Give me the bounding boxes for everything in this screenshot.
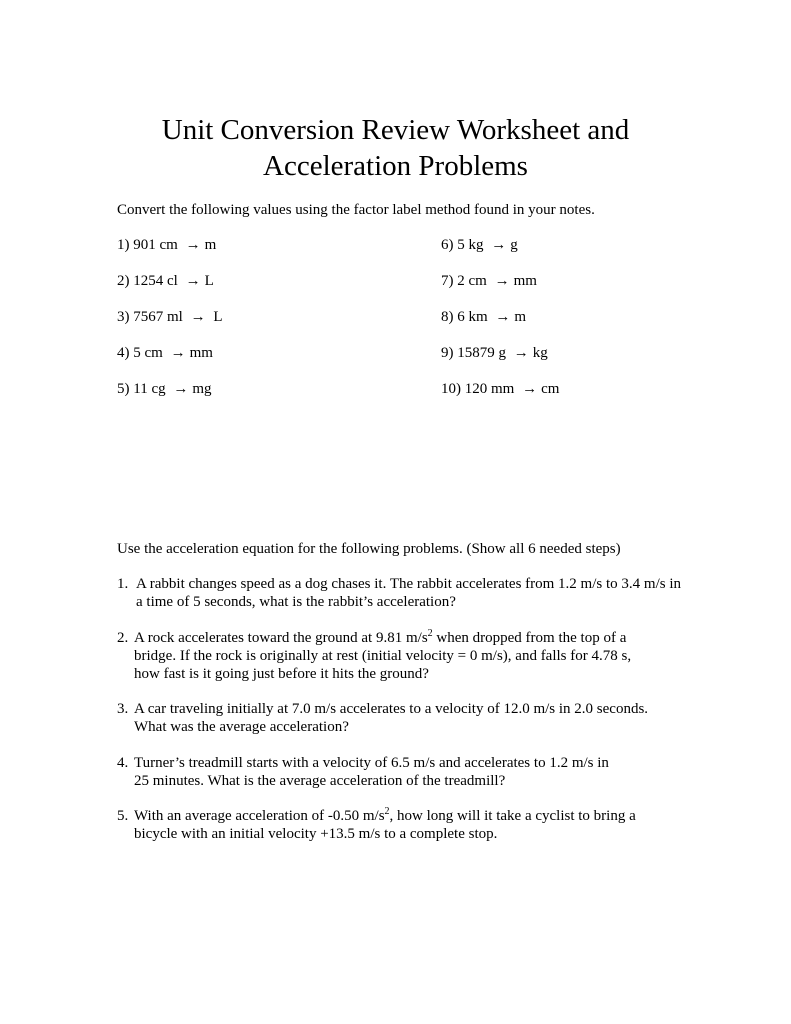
- conversion-number: 6): [441, 237, 454, 253]
- arrow-right-icon: →: [170, 345, 186, 361]
- conversion-from: 5 kg: [457, 237, 484, 253]
- conversion-item-9: [441, 344, 548, 362]
- conversion-item-7: [441, 272, 537, 290]
- arrow-right-icon: →: [173, 381, 189, 397]
- conversion-from: 2 cm: [457, 273, 487, 289]
- arrow-right-icon: →: [185, 237, 201, 253]
- title-line-1: Unit Conversion Review Worksheet and: [161, 114, 630, 146]
- arrow-right-icon: →: [513, 345, 529, 361]
- acceleration-problem-1: [117, 575, 717, 611]
- conversion-number: 4): [117, 345, 130, 361]
- title-line-2: Acceleration Problems: [263, 150, 528, 182]
- conversion-to: mg: [192, 381, 212, 397]
- conversion-to: g: [510, 237, 518, 253]
- problem-text-part-1: A rock accelerates toward the ground at 9.81 m/s: [134, 630, 428, 646]
- conversion-to: L: [204, 273, 214, 289]
- conversion-number: 3): [117, 309, 130, 325]
- problem-number: 2.: [117, 630, 129, 646]
- problem-number: 1.: [117, 576, 129, 592]
- problem-text-part-1: With an average acceleration of -0.50 m/s: [134, 808, 385, 824]
- conversion-item-3: [117, 308, 223, 326]
- conversion-item-8: [441, 308, 526, 326]
- conversion-from: 901 cm: [133, 237, 178, 253]
- conversion-to: m: [204, 237, 217, 253]
- acceleration-problem-2: [117, 629, 717, 683]
- superscript-exponent: 2: [384, 806, 390, 817]
- problem-number: 3.: [117, 701, 129, 717]
- problem-text: Turner’s treadmill starts with a velocity of 6.5 m/s and accelerates to 1.2 m/s in 25 minutes. What is the average acceleration of the treadmill?: [134, 755, 609, 789]
- page-title: [0, 112, 791, 184]
- acceleration-instructions: Use the acceleration equation for the following problems. (Show all 6 needed steps): [117, 541, 621, 557]
- problem-text-part-2: , how long will it take a cyclist to bring a bicycle with an initial velocity +13.5 m/s to a complete stop.: [134, 808, 636, 842]
- problem-number: 4.: [117, 755, 129, 771]
- conversion-to: mm: [189, 345, 213, 361]
- conversion-to: L: [209, 309, 223, 325]
- conversion-number: 9): [441, 345, 454, 361]
- conversion-from: 6 km: [457, 309, 488, 325]
- problem-text-part-2: when dropped from the top of a bridge. If the rock is originally at rest (initial velocity = 0 m/s), and falls for 4.78 s, how fast is it going just before it hits the ground?: [134, 630, 632, 682]
- conversion-from: 11 cg: [133, 381, 166, 397]
- conversion-from: 120 mm: [464, 381, 515, 397]
- acceleration-problem-5: [117, 807, 717, 843]
- conversion-item-6: [441, 236, 518, 254]
- conversion-to: m: [514, 309, 527, 325]
- arrow-right-icon: →: [190, 309, 206, 325]
- conversion-number: 7): [441, 273, 454, 289]
- conversion-item-10: [441, 380, 559, 398]
- acceleration-problem-3: [117, 700, 717, 736]
- conversion-item-1: [117, 236, 216, 254]
- conversion-to: cm: [541, 381, 560, 397]
- conversion-number: 1): [117, 237, 130, 253]
- superscript-exponent: 2: [427, 628, 433, 639]
- arrow-right-icon: →: [494, 273, 510, 289]
- acceleration-problem-4: [117, 754, 717, 790]
- conversion-from: 5 cm: [133, 345, 163, 361]
- conversion-item-2: [117, 272, 214, 290]
- conversion-from: 7567 ml: [133, 309, 183, 325]
- conversion-item-4: [117, 344, 213, 362]
- conversion-number: 10): [441, 381, 461, 397]
- conversion-from: 1254 cl: [133, 273, 178, 289]
- arrow-right-icon: →: [185, 273, 201, 289]
- conversion-from: 15879 g: [457, 345, 506, 361]
- problem-text: [134, 807, 717, 843]
- arrow-right-icon: →: [495, 309, 511, 325]
- problem-text: A car traveling initially at 7.0 m/s accelerates to a velocity of 12.0 m/s in 2.0 seconds. What was the average acceleration?: [134, 701, 649, 735]
- conversion-item-5: [117, 380, 212, 398]
- conversion-to: mm: [513, 273, 537, 289]
- problem-text: A rabbit changes speed as a dog chases it. The rabbit accelerates from 1.2 m/s to 3.4 m/s in a time of 5 seconds, what is the rabbit’s acceleration?: [136, 576, 681, 610]
- problem-number: 5.: [117, 808, 129, 824]
- arrow-right-icon: →: [491, 237, 507, 253]
- conversion-number: 2): [117, 273, 130, 289]
- conversion-number: 8): [441, 309, 454, 325]
- conversion-number: 5): [117, 381, 130, 397]
- conversion-to: kg: [532, 345, 548, 361]
- arrow-right-icon: →: [522, 381, 538, 397]
- conversion-instructions: Convert the following values using the factor label method found in your notes.: [117, 202, 595, 218]
- problem-text: [134, 629, 717, 683]
